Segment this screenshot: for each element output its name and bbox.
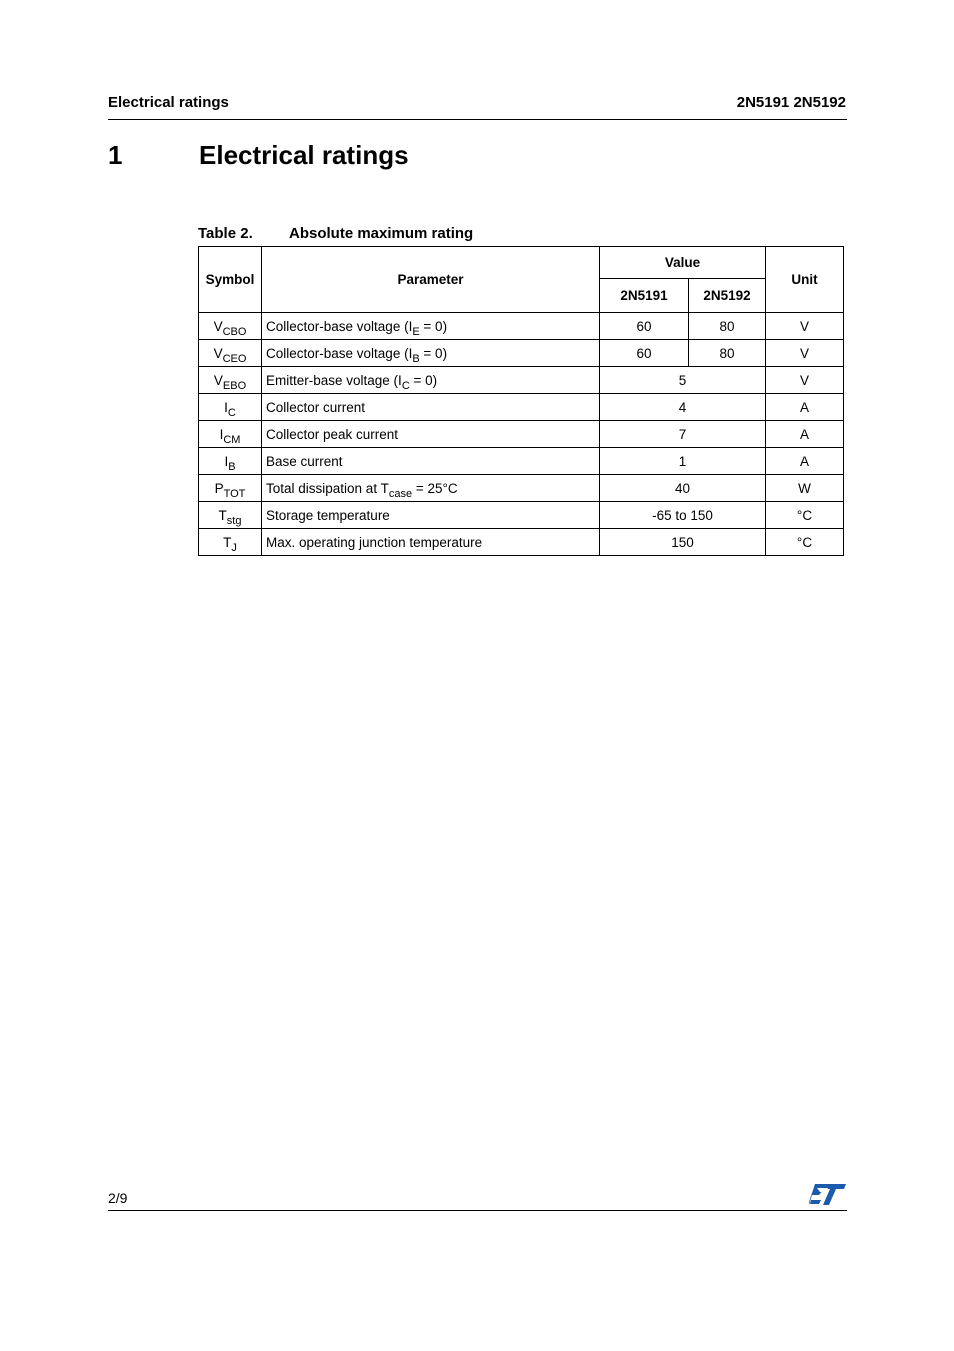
parameter-cell: Collector-base voltage $(I_E = 0)$ bbox=[262, 313, 600, 340]
st-logo-base bbox=[810, 1200, 821, 1204]
value-cell: 7 bbox=[600, 421, 766, 448]
table-row bbox=[199, 529, 844, 556]
header-unit: Unit bbox=[766, 247, 844, 313]
symbol-cell: $I_{CM}$ bbox=[199, 421, 262, 448]
unit-cell: V bbox=[766, 313, 844, 340]
parameter-cell: Max. operating junction temperature bbox=[262, 529, 600, 556]
parameter-cell: Storage temperature bbox=[262, 502, 600, 529]
value-cell-2n5192: 80 bbox=[689, 313, 766, 340]
table-row bbox=[199, 313, 844, 340]
unit-cell: A bbox=[766, 421, 844, 448]
header-symbol: Symbol bbox=[199, 247, 262, 313]
value-cell-2n5191: 60 bbox=[600, 340, 689, 367]
table-header-row bbox=[199, 247, 844, 279]
parameter-cell: Base current bbox=[262, 448, 600, 475]
symbol-cell: $T_J$ bbox=[199, 529, 262, 556]
unit-cell: A bbox=[766, 448, 844, 475]
unit-cell: V bbox=[766, 340, 844, 367]
table-row bbox=[199, 448, 844, 475]
header-value: Value bbox=[600, 247, 766, 279]
table-row bbox=[199, 394, 844, 421]
symbol-cell: $I_B$ bbox=[199, 448, 262, 475]
symbol-cell: $P_{TOT}$ bbox=[199, 475, 262, 502]
parameter-cell: Total dissipation at $T_{case} = 25^\circ C$ bbox=[262, 475, 600, 502]
unit-cell: A bbox=[766, 394, 844, 421]
value-cell: -65 to 150 bbox=[600, 502, 766, 529]
table-caption bbox=[198, 225, 474, 242]
header-rule bbox=[108, 119, 847, 120]
value-cell-2n5191: 60 bbox=[600, 313, 689, 340]
table-row bbox=[199, 421, 844, 448]
unit-cell: W bbox=[766, 475, 844, 502]
running-header-part-numbers: 2N5191 2N5192 bbox=[736, 94, 846, 111]
table-row bbox=[199, 475, 844, 502]
symbol-cell: $T_{stg}$ bbox=[199, 502, 262, 529]
section-number: 1 bbox=[108, 140, 123, 170]
value-cell-2n5192: 80 bbox=[689, 340, 766, 367]
section-title: Electrical ratings bbox=[199, 140, 409, 170]
value-cell: 4 bbox=[600, 394, 766, 421]
header-value-2n5192: 2N5192 bbox=[689, 279, 766, 313]
unit-cell: V bbox=[766, 367, 844, 394]
unit-cell: °C bbox=[766, 529, 844, 556]
st-logo-icon bbox=[809, 1183, 847, 1206]
footer-rule bbox=[108, 1210, 847, 1211]
absolute-maximum-rating-table bbox=[198, 246, 844, 556]
symbol-cell: $V_{CBO}$ bbox=[199, 313, 262, 340]
table-row bbox=[199, 340, 844, 367]
parameter-cell: Emitter-base voltage $(I_C = 0)$ bbox=[262, 367, 600, 394]
value-cell: 5 bbox=[600, 367, 766, 394]
value-cell: 1 bbox=[600, 448, 766, 475]
running-header-section: Electrical ratings bbox=[108, 94, 229, 111]
symbol-cell: $V_{EBO}$ bbox=[199, 367, 262, 394]
symbol-cell: $V_{CEO}$ bbox=[199, 340, 262, 367]
value-cell: 40 bbox=[600, 475, 766, 502]
header-value-2n5191: 2N5191 bbox=[600, 279, 689, 313]
table-row bbox=[199, 367, 844, 394]
parameter-cell: Collector-base voltage $(I_B = 0)$ bbox=[262, 340, 600, 367]
parameter-cell: Collector peak current bbox=[262, 421, 600, 448]
page-number: 2/9 bbox=[108, 1190, 128, 1206]
header-parameter: Parameter bbox=[262, 247, 600, 313]
unit-cell: °C bbox=[766, 502, 844, 529]
table-caption-title: Absolute maximum rating bbox=[289, 225, 474, 242]
table-caption-label: Table 2. bbox=[198, 225, 253, 242]
value-cell: 150 bbox=[600, 529, 766, 556]
table-row bbox=[199, 502, 844, 529]
symbol-cell: $I_C$ bbox=[199, 394, 262, 421]
parameter-cell: Collector current bbox=[262, 394, 600, 421]
